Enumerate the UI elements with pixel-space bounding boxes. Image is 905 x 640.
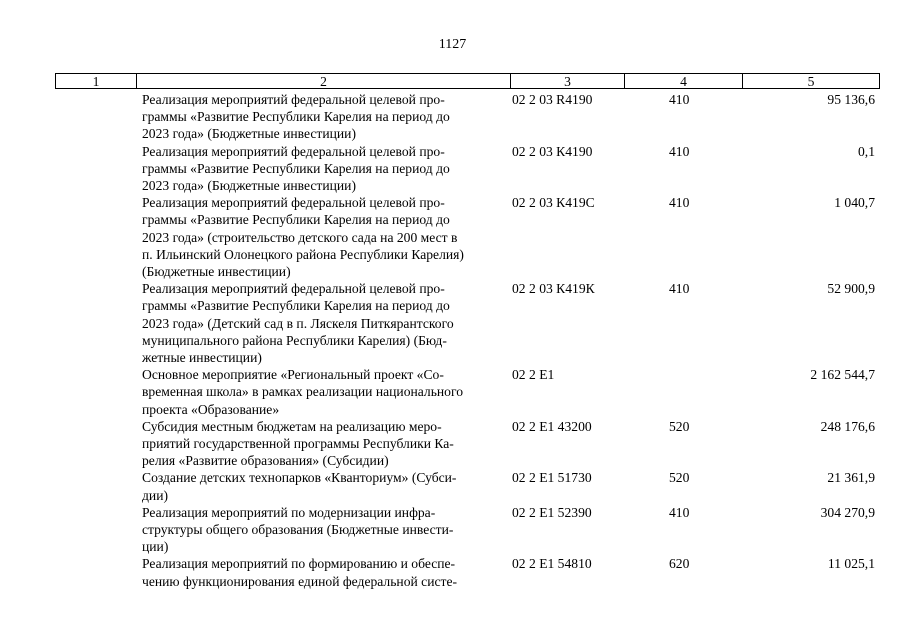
row-code: 02 2 03 К419С: [512, 195, 595, 211]
column-header-5: 5: [807, 74, 815, 89]
row-expense-type: 520: [669, 418, 690, 434]
description-line: граммы «Развитие Республики Карелия на период до: [142, 160, 450, 176]
description-line: Реализация мероприятий федеральной целевой про-: [142, 92, 445, 107]
description-line: 2023 года» (Детский сад в п. Ляскеля Питкярантского: [142, 315, 454, 331]
table-row: [0, 143, 905, 195]
table-row: [0, 469, 905, 503]
row-code: 02 2 E1 54810: [512, 556, 592, 572]
description-line: Субсидия местным бюджетам на реализацию меро-: [142, 418, 442, 434]
description-line: Основное мероприятие «Региональный проект «Со-: [142, 367, 444, 383]
row-amount: 0,1: [858, 143, 875, 159]
row-code: 02 2 03 К419К: [512, 281, 595, 297]
row-description: [142, 143, 504, 195]
row-code: 02 2 03 К4190: [512, 143, 593, 159]
description-line: Создание детских технопарков «Кванториум» (Субси-: [142, 470, 457, 486]
table-body: [0, 91, 905, 590]
page-number: 1127: [438, 37, 467, 52]
table-header: [55, 73, 880, 89]
row-amount: 1 040,7: [834, 195, 875, 211]
column-header-2: 2: [320, 74, 327, 89]
description-line: 2023 года» (Бюджетные инвестиции): [142, 126, 356, 142]
row-description: [142, 418, 504, 470]
table-row: [0, 194, 905, 280]
row-description: [142, 194, 504, 280]
row-amount: 2 162 544,7: [810, 367, 875, 383]
description-line: структуры общего образования (Бюджетные инвести-: [142, 522, 454, 538]
description-line: временная школа» в рамках реализации национального: [142, 384, 464, 400]
row-amount: 95 136,6: [827, 92, 875, 107]
column-header-1: 1: [92, 74, 100, 89]
row-code: 02 2 E1: [512, 367, 555, 383]
table-row: [0, 418, 905, 470]
description-line: граммы «Развитие Республики Карелия на период до: [142, 109, 450, 125]
row-expense-type: 520: [669, 470, 690, 486]
description-line: граммы «Развитие Республики Карелия на период до: [142, 298, 450, 314]
table-row: [0, 366, 905, 418]
description-line: Реализация мероприятий по формированию и обеспе-: [142, 556, 456, 572]
row-code: 02 2 E1 52390: [512, 504, 592, 520]
description-line: Реализация мероприятий федеральной целевой про-: [142, 195, 445, 211]
description-line: 2023 года» (Бюджетные инвестиции): [142, 178, 356, 194]
row-description: [142, 555, 504, 589]
row-amount: 248 176,6: [820, 418, 875, 434]
description-line: релия «Развитие образования» (Субсидии): [142, 453, 389, 469]
row-description: [142, 280, 504, 366]
row-amount: 304 270,9: [820, 504, 875, 520]
row-expense-type: 410: [669, 504, 690, 520]
description-line: приятий государственной программы Республики Ка-: [142, 436, 454, 452]
table-row: [0, 555, 905, 589]
row-amount: 52 900,9: [827, 281, 875, 297]
description-line: чению функционирования единой федеральной систе-: [142, 573, 458, 589]
description-line: проекта «Образование»: [142, 401, 280, 417]
table-row: [0, 280, 905, 366]
row-description: [142, 504, 504, 556]
row-expense-type: 410: [669, 92, 690, 107]
description-line: п. Ильинский Олонецкого района Республики Карелия): [142, 246, 464, 262]
column-header-3: 3: [564, 74, 571, 89]
description-line: 2023 года» (строительство детского сада на 200 мест в: [142, 229, 458, 245]
row-expense-type: 410: [669, 143, 690, 159]
description-line: Реализация мероприятий федеральной целевой про-: [142, 143, 445, 159]
table-row: [0, 504, 905, 556]
description-line: граммы «Развитие Республики Карелия на период до: [142, 212, 450, 228]
description-line: Реализация мероприятий по модернизации инфра-: [142, 504, 436, 520]
table-row: [0, 91, 905, 143]
row-amount: 21 361,9: [827, 470, 875, 486]
description-line: Реализация мероприятий федеральной целевой про-: [142, 281, 445, 297]
description-line: муниципального района Республики Карелия) (Бюд-: [142, 332, 447, 348]
row-description: [142, 469, 504, 503]
row-expense-type: 620: [669, 556, 690, 572]
row-amount: 11 025,1: [827, 556, 875, 572]
row-code: 02 2 E1 43200: [512, 418, 592, 434]
description-line: дии): [142, 487, 168, 503]
row-expense-type: 410: [669, 195, 690, 211]
row-expense-type: 410: [669, 281, 690, 297]
row-description: [142, 366, 504, 418]
row-code: 02 2 03 R4190: [512, 92, 593, 107]
column-header-4: 4: [680, 74, 687, 89]
description-line: (Бюджетные инвестиции): [142, 264, 291, 280]
description-line: жетные инвестиции): [142, 350, 262, 366]
row-description: [142, 91, 504, 143]
description-line: ции): [142, 539, 169, 555]
row-code: 02 2 E1 51730: [512, 470, 592, 486]
